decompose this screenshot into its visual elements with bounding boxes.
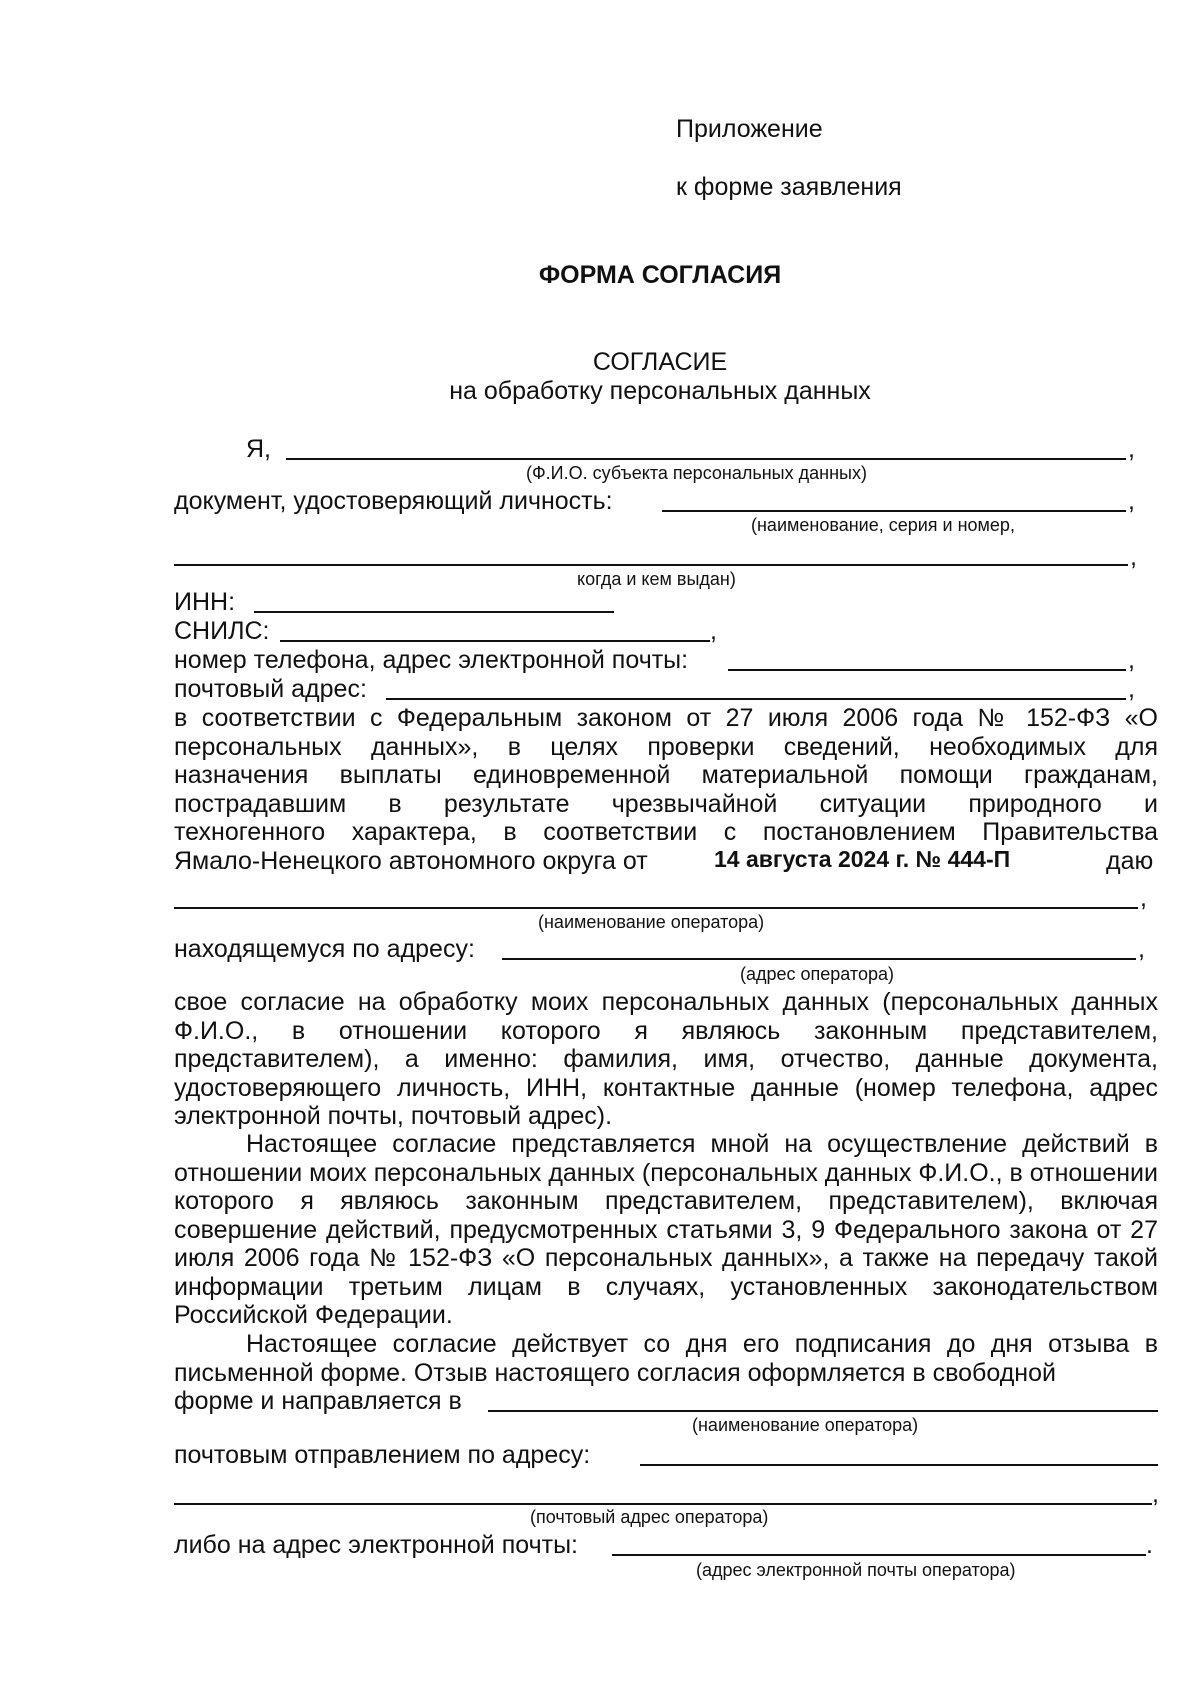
p1-last-line: Ямало-Ненецкого автономного округа от [174, 847, 648, 875]
snils-label: СНИЛС: [174, 617, 270, 645]
operator-address-line[interactable] [502, 958, 1136, 960]
i-label: Я, [246, 435, 271, 463]
doc-hint-2: когда и кем выдан) [577, 569, 736, 589]
p1-line-3: назначения выплаты единовременной материальной помощи гражданам, [174, 761, 1158, 789]
comma: , [1128, 675, 1135, 703]
comma: , [1152, 1480, 1159, 1508]
paragraph-3: Настоящее согласие представляется мной на осуществление действий в отношении моих персональных данных (персональных данных Ф.И.О., в отношении которого я являюсь законным представителем, представителем), включая совершение действий, предусмотренных статьями 3, 9 Федерального закона от 27 июля 2006 года № 152-ФЗ «О персональных данных», а также на передачу такой информации третьим лицам в случаях, установленных законодательством Российской Федерации. [174, 1130, 1158, 1329]
appendix-line2: к форме заявления [676, 173, 902, 201]
form-title: ФОРМА СОГЛАСИЯ [538, 261, 782, 289]
paragraph-4: Настоящее согласие действует со дня его подписания до дня отзыва в письменной форме. Отзыв настоящего согласия оформляется в свободной [174, 1330, 1158, 1387]
revocation-operator-line[interactable] [488, 1410, 1158, 1412]
consent-subtitle: на обработку персональных данных [449, 377, 871, 405]
comma: , [1128, 646, 1135, 674]
comma: , [1140, 884, 1147, 912]
inn-line[interactable] [254, 611, 614, 613]
comma: , [1138, 935, 1145, 963]
snils-line[interactable] [280, 640, 710, 642]
decree-date: 14 августа 2024 г. № 444-П [714, 846, 1011, 872]
operator-hint: (наименование оператора) [538, 912, 765, 932]
postal-operator-hint: (почтовый адрес оператора) [530, 1507, 769, 1527]
doc-line-2[interactable] [174, 564, 1128, 566]
email-operator-hint: (адрес электронной почты оператора) [696, 1560, 1016, 1580]
contacts-label: номер телефона, адрес электронной почты: [174, 646, 689, 674]
appendix-line1: Приложение [676, 115, 823, 143]
paragraph-2: свое согласие на обработку моих персональных данных (персональных данных Ф.И.О., в отношении которого я являюсь законным представителем, представителем), а именно: фамилия, имя, отчество, данные документа, удостоверяющего личность, ИНН, контактные данные (номер телефона, адрес электронной почты, почтовый адрес). [174, 988, 1158, 1130]
comma: , [1128, 487, 1135, 515]
operator-hint-2: (наименование оператора) [692, 1415, 919, 1435]
postal-line[interactable] [386, 698, 1126, 700]
postal-operator-line[interactable] [174, 1503, 1152, 1505]
p1-line-1: в соответствии с Федеральным законом от 27 июля 2006 года № 152-ФЗ «О [174, 704, 1158, 732]
located-label: находящемуся по адресу: [174, 935, 475, 963]
p4-last-line: форме и направляется в [174, 1387, 462, 1415]
doc-hint-1: (наименование, серия и номер, [751, 515, 1015, 535]
doc-label: документ, удостоверяющий личность: [174, 487, 613, 515]
p1-line-4: пострадавшим в результате чрезвычайной ситуации природного и [174, 789, 1158, 818]
fio-line[interactable] [286, 458, 1126, 460]
consent-title: СОГЛАСИЕ [592, 348, 728, 376]
doc-line[interactable] [662, 510, 1126, 512]
p1-line-2: персональных данных», в целях проверки сведений, необходимых для [174, 732, 1158, 761]
inn-label: ИНН: [174, 588, 236, 616]
postal-label: почтовый адрес: [174, 675, 367, 703]
fio-hint: (Ф.И.О. субъекта персональных данных) [526, 463, 867, 483]
mail-label: почтовым отправлением по адресу: [174, 1441, 591, 1469]
mail-line[interactable] [640, 1464, 1158, 1466]
period: . [1146, 1531, 1153, 1559]
comma: , [1128, 435, 1135, 463]
operator-line[interactable] [174, 907, 1138, 909]
contacts-line[interactable] [728, 669, 1126, 671]
give-word: даю [1106, 847, 1154, 875]
comma: , [1130, 543, 1137, 571]
paragraph-1 [174, 704, 1158, 847]
comma: , [710, 617, 717, 645]
p1-line-5: техногенного характера, в соответствии с постановлением Правительства [174, 818, 1158, 846]
operator-address-hint: (адрес оператора) [740, 964, 894, 984]
email-label: либо на адрес электронной почты: [174, 1531, 579, 1559]
email-line[interactable] [612, 1554, 1146, 1556]
